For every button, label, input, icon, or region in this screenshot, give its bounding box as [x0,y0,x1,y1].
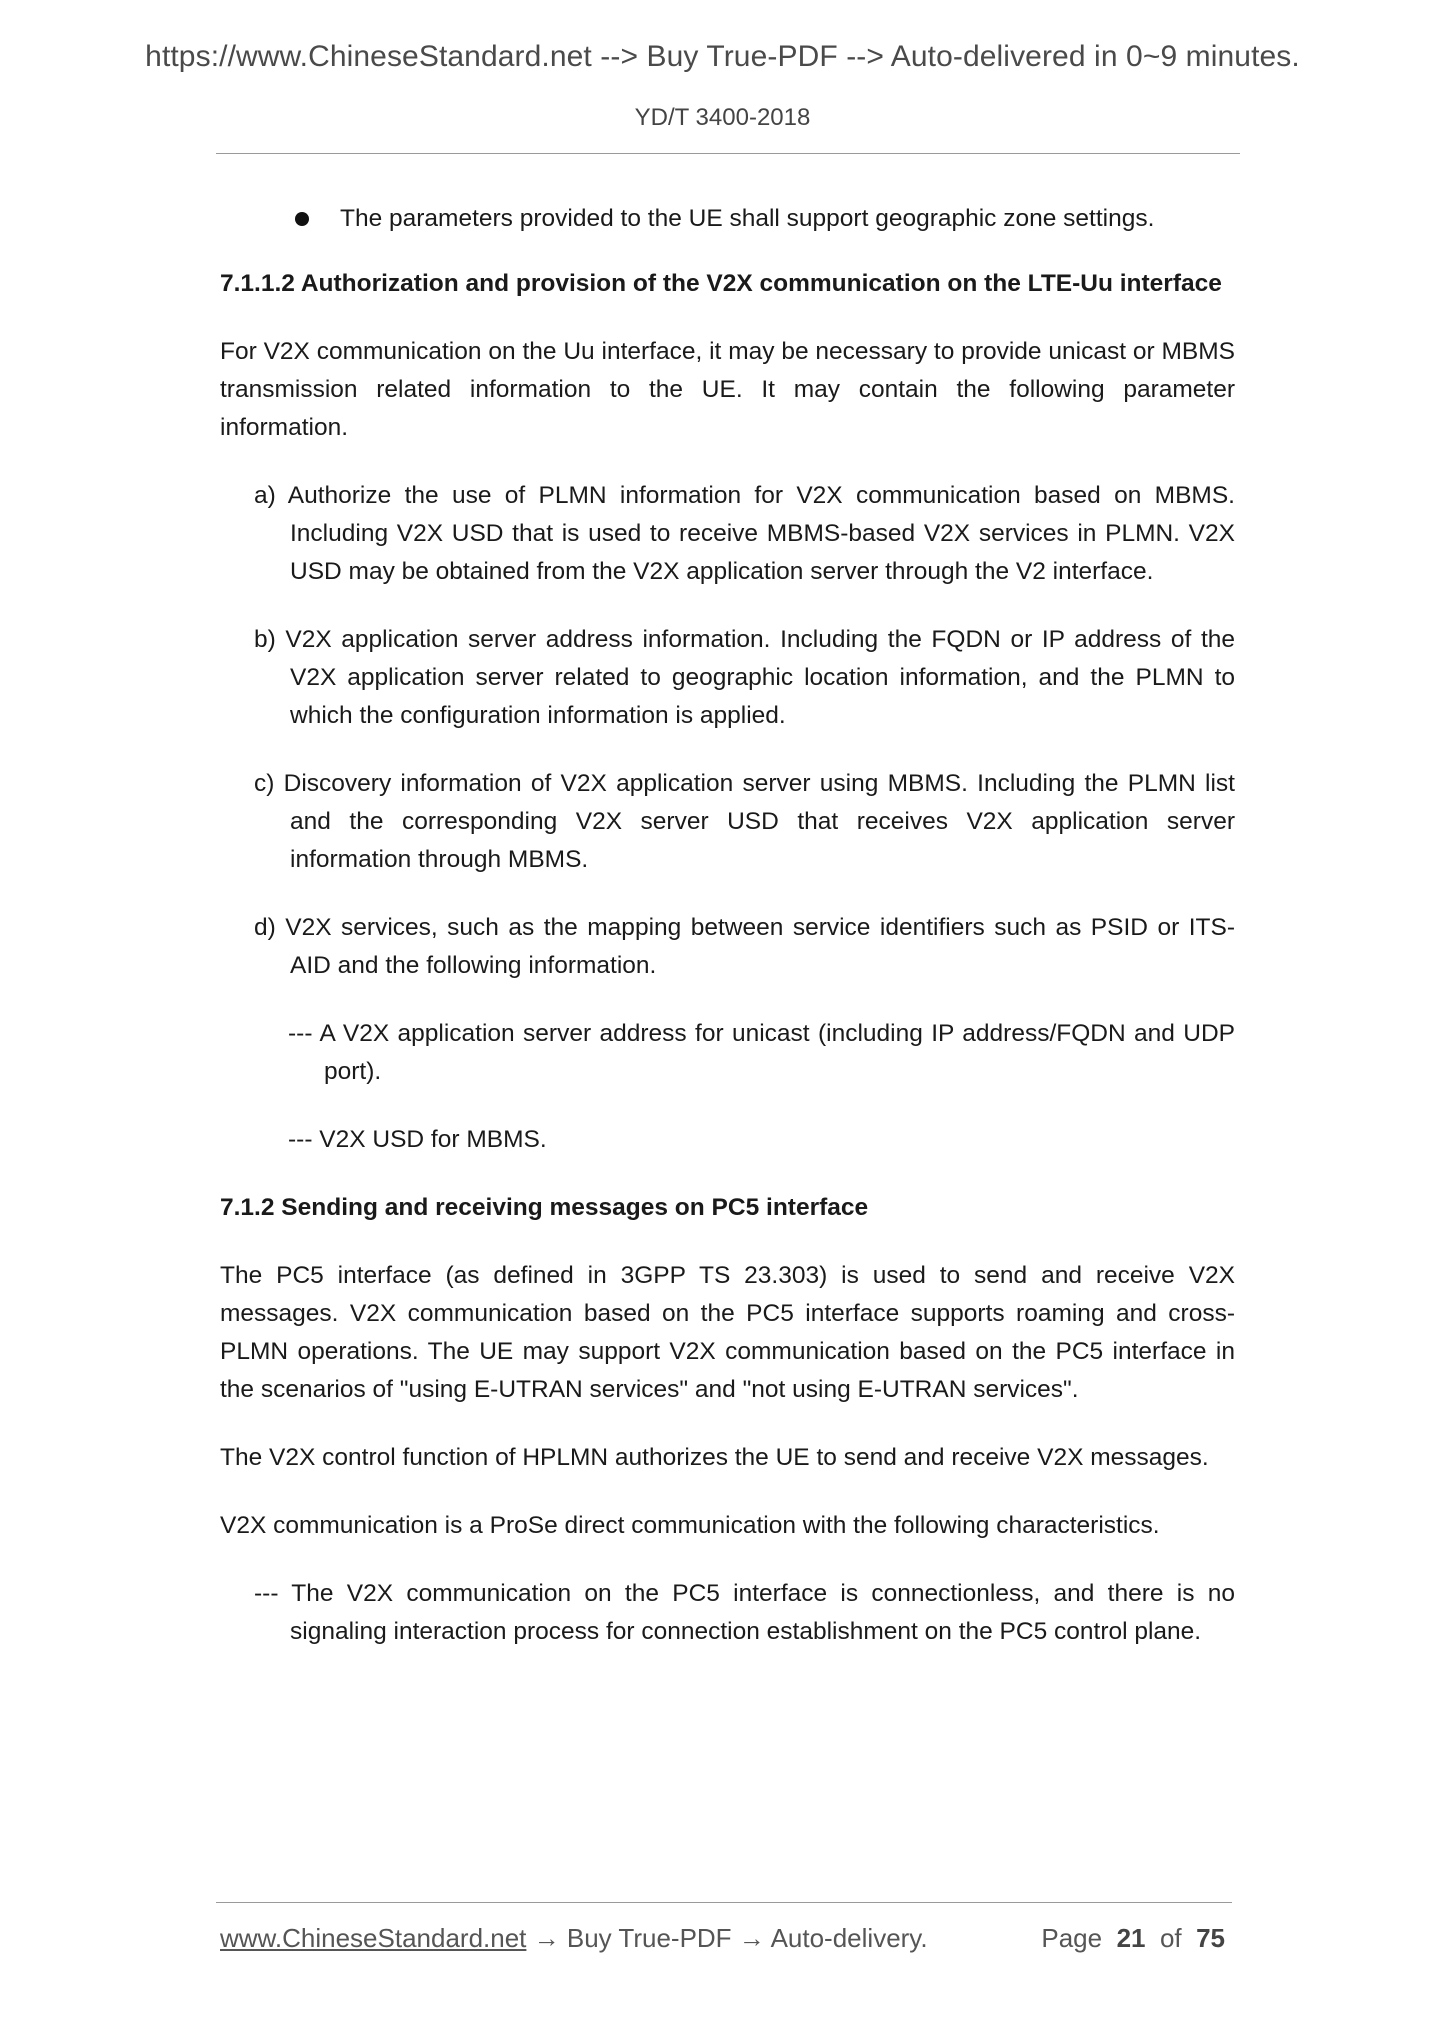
dash-item-unicast: --- A V2X application server address for unicast (including IP address/FQDN and UDP port). [288,1020,1235,1085]
source-banner: https://www.ChineseStandard.net --> Buy True-PDF --> Auto-delivered in 0~9 minutes. [145,40,1300,73]
header-divider [216,153,1240,154]
footer-tagline: → Buy True-PDF → Auto-delivery. [526,1923,928,1953]
footer-divider [216,1902,1232,1903]
page-indicator [1041,1923,1225,1954]
dash-item-connectionless: --- The V2X communication on the PC5 interface is connectionless, and there is no signaling interaction process for connection establishment on the PC5 control plane. [254,1580,1235,1645]
bullet-text: The parameters provided to the UE shall support geographic zone settings. [340,205,1155,232]
footer-site-link[interactable]: www.ChineseStandard.net [220,1923,527,1953]
page-number: 21 [1116,1923,1146,1953]
list-item-b: b) V2X application server address information. Including the FQDN or IP address of the V2X application server related to geographic location information, and the PLMN to which the configuration information is applied. [254,626,1235,729]
page-total: 75 [1196,1923,1225,1953]
page-footer [220,1923,1235,1954]
bullet-dot-icon [295,212,309,226]
section-heading-7-1-1-2: 7.1.1.2 Authorization and provision of the V2X communication on the LTE-Uu interface [220,270,1222,297]
paragraph-pc5-intro: The PC5 interface (as defined in 3GPP TS 23.303) is used to send and receive V2X messages. V2X communication based on the PC5 interface supports roaming and cross-PLMN operations. The UE may support V2X communication based on the PC5 interface in the scenarios of "using E-UTRAN services" and "not using E-UTRAN services". [220,1262,1235,1403]
of-label: of [1159,1923,1182,1953]
section-heading-7-1-2: 7.1.2 Sending and receiving messages on PC5 interface [220,1194,869,1221]
list-item-a: a) Authorize the use of PLMN information for V2X communication based on MBMS. Including V2X USD that is used to receive MBMS-based V2X services in PLMN. V2X USD may be obtained from the V2X application server through the V2 interface. [254,482,1235,585]
list-item-c: c) Discovery information of V2X application server using MBMS. Including the PLMN list and the corresponding V2X server USD that receives V2X application server information through MBMS. [254,770,1235,873]
list-item-d: d) V2X services, such as the mapping between service identifiers such as PSID or ITS-AID and the following information. [254,914,1235,979]
bullet-item [220,200,1235,238]
paragraph-uu-intro: For V2X communication on the Uu interface, it may be necessary to provide unicast or MBMS transmission related information to the UE. It may contain the following parameter information. [220,338,1235,441]
dash-item-usd: --- V2X USD for MBMS. [288,1126,547,1153]
document-body [220,200,1235,1681]
document-code: YD/T 3400-2018 [634,104,811,131]
paragraph-prose: V2X communication is a ProSe direct communication with the following characteristics. [220,1512,1160,1539]
paragraph-hplmn: The V2X control function of HPLMN authorizes the UE to send and receive V2X messages. [220,1444,1209,1471]
page-label: Page [1041,1923,1103,1953]
